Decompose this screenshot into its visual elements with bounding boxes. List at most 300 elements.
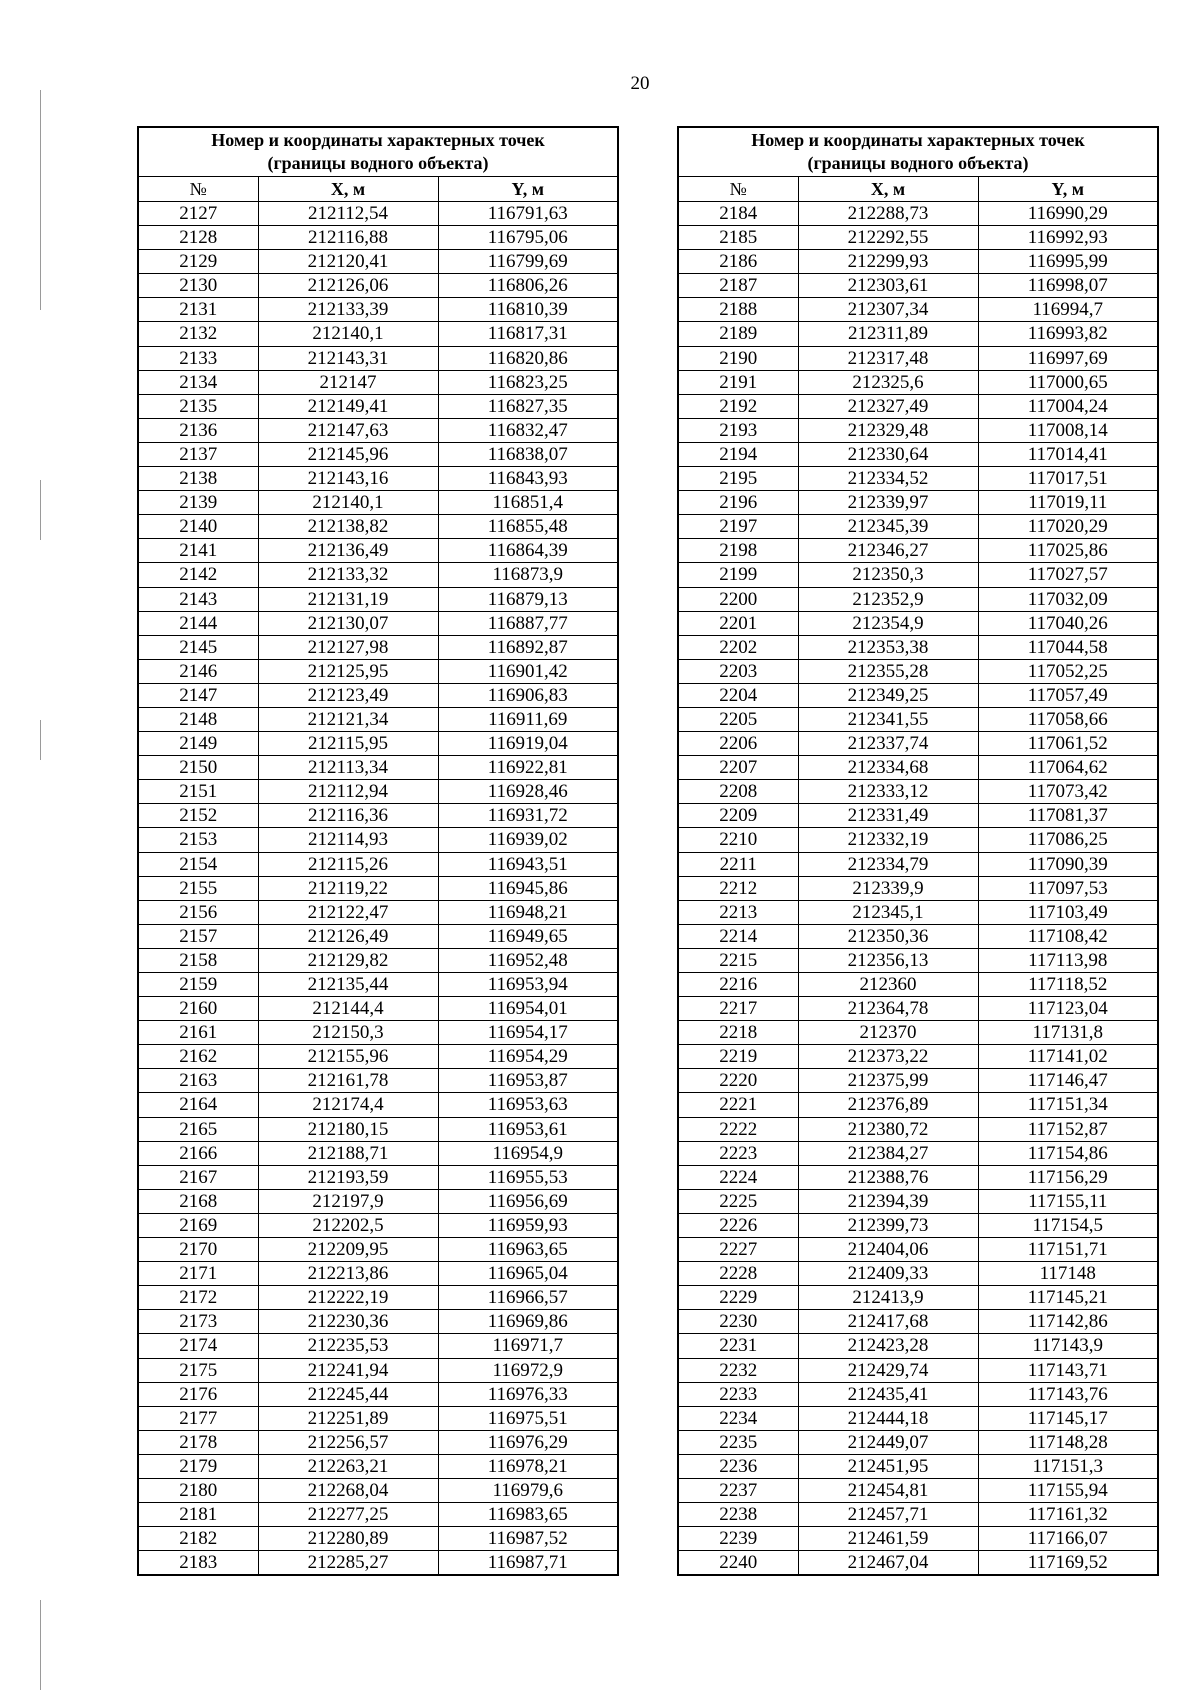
- point-number-cell: 2220: [678, 1069, 798, 1093]
- y-coordinate-cell: 117044,58: [978, 635, 1158, 659]
- x-coordinate-cell: 212131,19: [258, 587, 438, 611]
- point-number-cell: 2141: [138, 539, 258, 563]
- table-row: [138, 1165, 618, 1189]
- x-coordinate-cell: 212145,96: [258, 442, 438, 466]
- table-row: [678, 973, 1158, 997]
- y-coordinate-cell: 117014,41: [978, 442, 1158, 466]
- table-row: [678, 1406, 1158, 1430]
- point-number-cell: 2182: [138, 1527, 258, 1551]
- x-coordinate-cell: 212140,1: [258, 491, 438, 515]
- x-coordinate-cell: 212268,04: [258, 1478, 438, 1502]
- table-row: [138, 635, 618, 659]
- point-number-cell: 2227: [678, 1238, 798, 1262]
- table-row: [138, 539, 618, 563]
- table-row: [678, 491, 1158, 515]
- point-number-cell: 2234: [678, 1406, 798, 1430]
- x-coordinate-cell: 212123,49: [258, 683, 438, 707]
- x-coordinate-cell: 212341,55: [798, 707, 978, 731]
- point-number-cell: 2132: [138, 322, 258, 346]
- table-row: [138, 1045, 618, 1069]
- y-coordinate-cell: 116939,02: [438, 828, 618, 852]
- x-coordinate-cell: 212133,39: [258, 298, 438, 322]
- y-coordinate-cell: 117123,04: [978, 997, 1158, 1021]
- y-coordinate-cell: 116864,39: [438, 539, 618, 563]
- x-coordinate-cell: 212180,15: [258, 1117, 438, 1141]
- y-coordinate-cell: 117025,86: [978, 539, 1158, 563]
- y-coordinate-cell: 116901,42: [438, 659, 618, 683]
- y-coordinate-cell: 116838,07: [438, 442, 618, 466]
- x-coordinate-cell: 212147,63: [258, 418, 438, 442]
- table-row: [678, 298, 1158, 322]
- y-coordinate-cell: 117040,26: [978, 611, 1158, 635]
- table-row: [138, 1310, 618, 1334]
- y-coordinate-cell: 117151,3: [978, 1454, 1158, 1478]
- x-coordinate-cell: 212451,95: [798, 1454, 978, 1478]
- table-row: [678, 924, 1158, 948]
- x-coordinate-cell: 212130,07: [258, 611, 438, 635]
- table-row: [678, 226, 1158, 250]
- x-coordinate-cell: 212140,1: [258, 322, 438, 346]
- x-coordinate-cell: 212373,22: [798, 1045, 978, 1069]
- table-row: [678, 1262, 1158, 1286]
- table-row: [678, 1334, 1158, 1358]
- table-title-line1: Номер и координаты характерных точек: [211, 130, 545, 150]
- x-coordinate-cell: 212461,59: [798, 1527, 978, 1551]
- point-number-cell: 2238: [678, 1503, 798, 1527]
- y-coordinate-cell: 116922,81: [438, 756, 618, 780]
- table-row: [678, 250, 1158, 274]
- table-row: [678, 635, 1158, 659]
- column-header-x: X, м: [798, 177, 978, 202]
- y-coordinate-cell: 117156,29: [978, 1165, 1158, 1189]
- table-row: [678, 1238, 1158, 1262]
- x-coordinate-cell: 212149,41: [258, 394, 438, 418]
- point-number-cell: 2152: [138, 804, 258, 828]
- point-number-cell: 2151: [138, 780, 258, 804]
- y-coordinate-cell: 116817,31: [438, 322, 618, 346]
- point-number-cell: 2180: [138, 1478, 258, 1502]
- y-coordinate-cell: 116965,04: [438, 1262, 618, 1286]
- x-coordinate-cell: 212409,33: [798, 1262, 978, 1286]
- y-coordinate-cell: 117155,11: [978, 1189, 1158, 1213]
- table-title-line2: (границы водного объекта): [267, 153, 489, 173]
- point-number-cell: 2210: [678, 828, 798, 852]
- table-row: [678, 322, 1158, 346]
- x-coordinate-cell: 212345,39: [798, 515, 978, 539]
- x-coordinate-cell: 212356,13: [798, 948, 978, 972]
- table-row: [678, 1069, 1158, 1093]
- point-number-cell: 2179: [138, 1454, 258, 1478]
- point-number-cell: 2219: [678, 1045, 798, 1069]
- table-row: [138, 683, 618, 707]
- scan-margin-line: [40, 480, 41, 540]
- y-coordinate-cell: 117154,5: [978, 1213, 1158, 1237]
- point-number-cell: 2140: [138, 515, 258, 539]
- x-coordinate-cell: 212394,39: [798, 1189, 978, 1213]
- point-number-cell: 2165: [138, 1117, 258, 1141]
- y-coordinate-cell: 116851,4: [438, 491, 618, 515]
- x-coordinate-cell: 212150,3: [258, 1021, 438, 1045]
- y-coordinate-cell: 116993,82: [978, 322, 1158, 346]
- table-row: [138, 732, 618, 756]
- y-coordinate-cell: 116945,86: [438, 876, 618, 900]
- table-row: [138, 515, 618, 539]
- point-number-cell: 2143: [138, 587, 258, 611]
- y-coordinate-cell: 117152,87: [978, 1117, 1158, 1141]
- table-row: [678, 1045, 1158, 1069]
- table-row: [138, 1069, 618, 1093]
- point-number-cell: 2155: [138, 876, 258, 900]
- y-coordinate-cell: 116906,83: [438, 683, 618, 707]
- y-coordinate-cell: 116949,65: [438, 924, 618, 948]
- table-row: [678, 394, 1158, 418]
- x-coordinate-cell: 212113,34: [258, 756, 438, 780]
- table-row: [138, 780, 618, 804]
- x-coordinate-cell: 212122,47: [258, 900, 438, 924]
- y-coordinate-cell: 116799,69: [438, 250, 618, 274]
- table-row: [138, 370, 618, 394]
- point-number-cell: 2196: [678, 491, 798, 515]
- point-number-cell: 2224: [678, 1165, 798, 1189]
- table-row: [678, 1358, 1158, 1382]
- point-number-cell: 2197: [678, 515, 798, 539]
- table-row: [138, 442, 618, 466]
- y-coordinate-cell: 116954,01: [438, 997, 618, 1021]
- table-row: [138, 1358, 618, 1382]
- table-row: [678, 732, 1158, 756]
- point-number-cell: 2186: [678, 250, 798, 274]
- x-coordinate-cell: 212133,32: [258, 563, 438, 587]
- x-coordinate-cell: 212235,53: [258, 1334, 438, 1358]
- point-number-cell: 2172: [138, 1286, 258, 1310]
- y-coordinate-cell: 116990,29: [978, 202, 1158, 226]
- y-coordinate-cell: 117086,25: [978, 828, 1158, 852]
- point-number-cell: 2209: [678, 804, 798, 828]
- point-number-cell: 2154: [138, 852, 258, 876]
- y-coordinate-cell: 116969,86: [438, 1310, 618, 1334]
- y-coordinate-cell: 117057,49: [978, 683, 1158, 707]
- column-header-y: Y, м: [438, 177, 618, 202]
- point-number-cell: 2174: [138, 1334, 258, 1358]
- y-coordinate-cell: 117146,47: [978, 1069, 1158, 1093]
- y-coordinate-cell: 117145,21: [978, 1286, 1158, 1310]
- y-coordinate-cell: 116971,7: [438, 1334, 618, 1358]
- point-number-cell: 2147: [138, 683, 258, 707]
- y-coordinate-cell: 116978,21: [438, 1454, 618, 1478]
- y-coordinate-cell: 116992,93: [978, 226, 1158, 250]
- x-coordinate-cell: 212380,72: [798, 1117, 978, 1141]
- x-coordinate-cell: 212116,36: [258, 804, 438, 828]
- point-number-cell: 2216: [678, 973, 798, 997]
- table-row: [678, 804, 1158, 828]
- table-row: [678, 852, 1158, 876]
- point-number-cell: 2208: [678, 780, 798, 804]
- table-row: [138, 202, 618, 226]
- y-coordinate-cell: 117131,8: [978, 1021, 1158, 1045]
- point-number-cell: 2167: [138, 1165, 258, 1189]
- table-title-line1: Номер и координаты характерных точек: [751, 130, 1085, 150]
- point-number-cell: 2230: [678, 1310, 798, 1334]
- x-coordinate-cell: 212138,82: [258, 515, 438, 539]
- table-row: [138, 1117, 618, 1141]
- y-coordinate-cell: 117090,39: [978, 852, 1158, 876]
- y-coordinate-cell: 116954,29: [438, 1045, 618, 1069]
- point-number-cell: 2203: [678, 659, 798, 683]
- y-coordinate-cell: 117108,42: [978, 924, 1158, 948]
- y-coordinate-cell: 117027,57: [978, 563, 1158, 587]
- y-coordinate-cell: 117143,76: [978, 1382, 1158, 1406]
- y-coordinate-cell: 116954,9: [438, 1141, 618, 1165]
- point-number-cell: 2218: [678, 1021, 798, 1045]
- table-row: [138, 1503, 618, 1527]
- table-row: [138, 322, 618, 346]
- y-coordinate-cell: 116919,04: [438, 732, 618, 756]
- y-coordinate-cell: 116994,7: [978, 298, 1158, 322]
- y-coordinate-cell: 116998,07: [978, 274, 1158, 298]
- point-number-cell: 2183: [138, 1551, 258, 1576]
- point-number-cell: 2198: [678, 539, 798, 563]
- x-coordinate-cell: 212345,1: [798, 900, 978, 924]
- coordinates-table-right: [677, 126, 1159, 1576]
- point-number-cell: 2212: [678, 876, 798, 900]
- point-number-cell: 2228: [678, 1262, 798, 1286]
- table-row: [678, 418, 1158, 442]
- table-row: [678, 828, 1158, 852]
- table-row: [138, 346, 618, 370]
- point-number-cell: 2202: [678, 635, 798, 659]
- x-coordinate-cell: 212303,61: [798, 274, 978, 298]
- column-header-x: X, м: [258, 177, 438, 202]
- point-number-cell: 2190: [678, 346, 798, 370]
- x-coordinate-cell: 212188,71: [258, 1141, 438, 1165]
- y-coordinate-cell: 117151,71: [978, 1238, 1158, 1262]
- point-number-cell: 2171: [138, 1262, 258, 1286]
- x-coordinate-cell: 212155,96: [258, 1045, 438, 1069]
- table-row: [138, 298, 618, 322]
- scan-margin-line: [40, 90, 41, 310]
- point-number-cell: 2162: [138, 1045, 258, 1069]
- x-coordinate-cell: 212280,89: [258, 1527, 438, 1551]
- table-row: [138, 1430, 618, 1454]
- point-number-cell: 2201: [678, 611, 798, 635]
- x-coordinate-cell: 212299,93: [798, 250, 978, 274]
- y-coordinate-cell: 117142,86: [978, 1310, 1158, 1334]
- y-coordinate-cell: 117169,52: [978, 1551, 1158, 1576]
- y-coordinate-cell: 116948,21: [438, 900, 618, 924]
- y-coordinate-cell: 117154,86: [978, 1141, 1158, 1165]
- x-coordinate-cell: 212384,27: [798, 1141, 978, 1165]
- coordinates-table-left: [137, 126, 619, 1576]
- y-coordinate-cell: 116972,9: [438, 1358, 618, 1382]
- point-number-cell: 2232: [678, 1358, 798, 1382]
- y-coordinate-cell: 116879,13: [438, 587, 618, 611]
- table-row: [138, 1141, 618, 1165]
- x-coordinate-cell: 212285,27: [258, 1551, 438, 1576]
- point-number-cell: 2131: [138, 298, 258, 322]
- point-number-cell: 2206: [678, 732, 798, 756]
- y-coordinate-cell: 117113,98: [978, 948, 1158, 972]
- point-number-cell: 2153: [138, 828, 258, 852]
- y-coordinate-cell: 116987,71: [438, 1551, 618, 1576]
- point-number-cell: 2231: [678, 1334, 798, 1358]
- x-coordinate-cell: 212325,6: [798, 370, 978, 394]
- point-number-cell: 2200: [678, 587, 798, 611]
- x-coordinate-cell: 212435,41: [798, 1382, 978, 1406]
- table-row: [138, 973, 618, 997]
- point-number-cell: 2195: [678, 467, 798, 491]
- point-number-cell: 2233: [678, 1382, 798, 1406]
- table-row: [138, 828, 618, 852]
- x-coordinate-cell: 212454,81: [798, 1478, 978, 1502]
- table-row: [138, 1286, 618, 1310]
- table-row: [138, 852, 618, 876]
- x-coordinate-cell: 212429,74: [798, 1358, 978, 1382]
- point-number-cell: 2157: [138, 924, 258, 948]
- x-coordinate-cell: 212346,27: [798, 539, 978, 563]
- x-coordinate-cell: 212119,22: [258, 876, 438, 900]
- x-coordinate-cell: 212360: [798, 973, 978, 997]
- y-coordinate-cell: 116928,46: [438, 780, 618, 804]
- x-coordinate-cell: 212350,3: [798, 563, 978, 587]
- point-number-cell: 2161: [138, 1021, 258, 1045]
- x-coordinate-cell: 212444,18: [798, 1406, 978, 1430]
- column-header-number: №: [678, 177, 798, 202]
- x-coordinate-cell: 212339,97: [798, 491, 978, 515]
- table-row: [138, 1213, 618, 1237]
- point-number-cell: 2223: [678, 1141, 798, 1165]
- table-row: [138, 250, 618, 274]
- x-coordinate-cell: 212327,49: [798, 394, 978, 418]
- y-coordinate-cell: 116887,77: [438, 611, 618, 635]
- table-row: [678, 1503, 1158, 1527]
- table-row: [678, 997, 1158, 1021]
- point-number-cell: 2170: [138, 1238, 258, 1262]
- x-coordinate-cell: 212467,04: [798, 1551, 978, 1576]
- y-coordinate-cell: 116983,65: [438, 1503, 618, 1527]
- x-coordinate-cell: 212329,48: [798, 418, 978, 442]
- point-number-cell: 2188: [678, 298, 798, 322]
- table-row: [678, 707, 1158, 731]
- y-coordinate-cell: 116943,51: [438, 852, 618, 876]
- point-number-cell: 2144: [138, 611, 258, 635]
- table-row: [678, 1117, 1158, 1141]
- y-coordinate-cell: 117058,66: [978, 707, 1158, 731]
- y-coordinate-cell: 116953,87: [438, 1069, 618, 1093]
- x-coordinate-cell: 212136,49: [258, 539, 438, 563]
- x-coordinate-cell: 212245,44: [258, 1382, 438, 1406]
- table-row: [678, 1310, 1158, 1334]
- x-coordinate-cell: 212147: [258, 370, 438, 394]
- y-coordinate-cell: 117073,42: [978, 780, 1158, 804]
- x-coordinate-cell: 212376,89: [798, 1093, 978, 1117]
- x-coordinate-cell: 212423,28: [798, 1334, 978, 1358]
- x-coordinate-cell: 212143,31: [258, 346, 438, 370]
- point-number-cell: 2239: [678, 1527, 798, 1551]
- table-row: [678, 1527, 1158, 1551]
- table-body: [678, 202, 1158, 1576]
- y-coordinate-cell: 116955,53: [438, 1165, 618, 1189]
- point-number-cell: 2150: [138, 756, 258, 780]
- point-number-cell: 2136: [138, 418, 258, 442]
- y-coordinate-cell: 117052,25: [978, 659, 1158, 683]
- table-row: [678, 900, 1158, 924]
- y-coordinate-cell: 117166,07: [978, 1527, 1158, 1551]
- x-coordinate-cell: 212413,9: [798, 1286, 978, 1310]
- x-coordinate-cell: 212135,44: [258, 973, 438, 997]
- table-row: [138, 876, 618, 900]
- point-number-cell: 2129: [138, 250, 258, 274]
- point-number-cell: 2156: [138, 900, 258, 924]
- y-coordinate-cell: 117143,71: [978, 1358, 1158, 1382]
- point-number-cell: 2127: [138, 202, 258, 226]
- table-row: [138, 659, 618, 683]
- point-number-cell: 2211: [678, 852, 798, 876]
- x-coordinate-cell: 212174,4: [258, 1093, 438, 1117]
- y-coordinate-cell: 117103,49: [978, 900, 1158, 924]
- point-number-cell: 2142: [138, 563, 258, 587]
- scan-margin-line: [40, 720, 41, 760]
- table-title: [678, 127, 1158, 177]
- x-coordinate-cell: 212457,71: [798, 1503, 978, 1527]
- point-number-cell: 2236: [678, 1454, 798, 1478]
- y-coordinate-cell: 116987,52: [438, 1527, 618, 1551]
- x-coordinate-cell: 212263,21: [258, 1454, 438, 1478]
- x-coordinate-cell: 212332,19: [798, 828, 978, 852]
- table-row: [138, 1454, 618, 1478]
- table-row: [678, 1286, 1158, 1310]
- table-row: [678, 1141, 1158, 1165]
- table-row: [138, 1551, 618, 1576]
- y-coordinate-cell: 116963,65: [438, 1238, 618, 1262]
- point-number-cell: 2149: [138, 732, 258, 756]
- table-row: [678, 1021, 1158, 1045]
- x-coordinate-cell: 212126,06: [258, 274, 438, 298]
- y-coordinate-cell: 116820,86: [438, 346, 618, 370]
- x-coordinate-cell: 212364,78: [798, 997, 978, 1021]
- x-coordinate-cell: 212121,34: [258, 707, 438, 731]
- y-coordinate-cell: 117008,14: [978, 418, 1158, 442]
- x-coordinate-cell: 212129,82: [258, 948, 438, 972]
- y-coordinate-cell: 116995,99: [978, 250, 1158, 274]
- point-number-cell: 2158: [138, 948, 258, 972]
- table-row: [678, 1478, 1158, 1502]
- y-coordinate-cell: 116795,06: [438, 226, 618, 250]
- x-coordinate-cell: 212251,89: [258, 1406, 438, 1430]
- x-coordinate-cell: 212112,54: [258, 202, 438, 226]
- table-row: [138, 226, 618, 250]
- table-row: [138, 707, 618, 731]
- y-coordinate-cell: 116873,9: [438, 563, 618, 587]
- point-number-cell: 2138: [138, 467, 258, 491]
- table-row: [138, 394, 618, 418]
- point-number-cell: 2226: [678, 1213, 798, 1237]
- x-coordinate-cell: 212317,48: [798, 346, 978, 370]
- table-row: [138, 997, 618, 1021]
- x-coordinate-cell: 212339,9: [798, 876, 978, 900]
- x-coordinate-cell: 212350,36: [798, 924, 978, 948]
- y-coordinate-cell: 117097,53: [978, 876, 1158, 900]
- x-coordinate-cell: 212126,49: [258, 924, 438, 948]
- table-row: [138, 1527, 618, 1551]
- point-number-cell: 2148: [138, 707, 258, 731]
- point-number-cell: 2163: [138, 1069, 258, 1093]
- point-number-cell: 2205: [678, 707, 798, 731]
- table-row: [678, 1454, 1158, 1478]
- x-coordinate-cell: 212334,52: [798, 467, 978, 491]
- table-row: [138, 1021, 618, 1045]
- y-coordinate-cell: 116952,48: [438, 948, 618, 972]
- point-number-cell: 2184: [678, 202, 798, 226]
